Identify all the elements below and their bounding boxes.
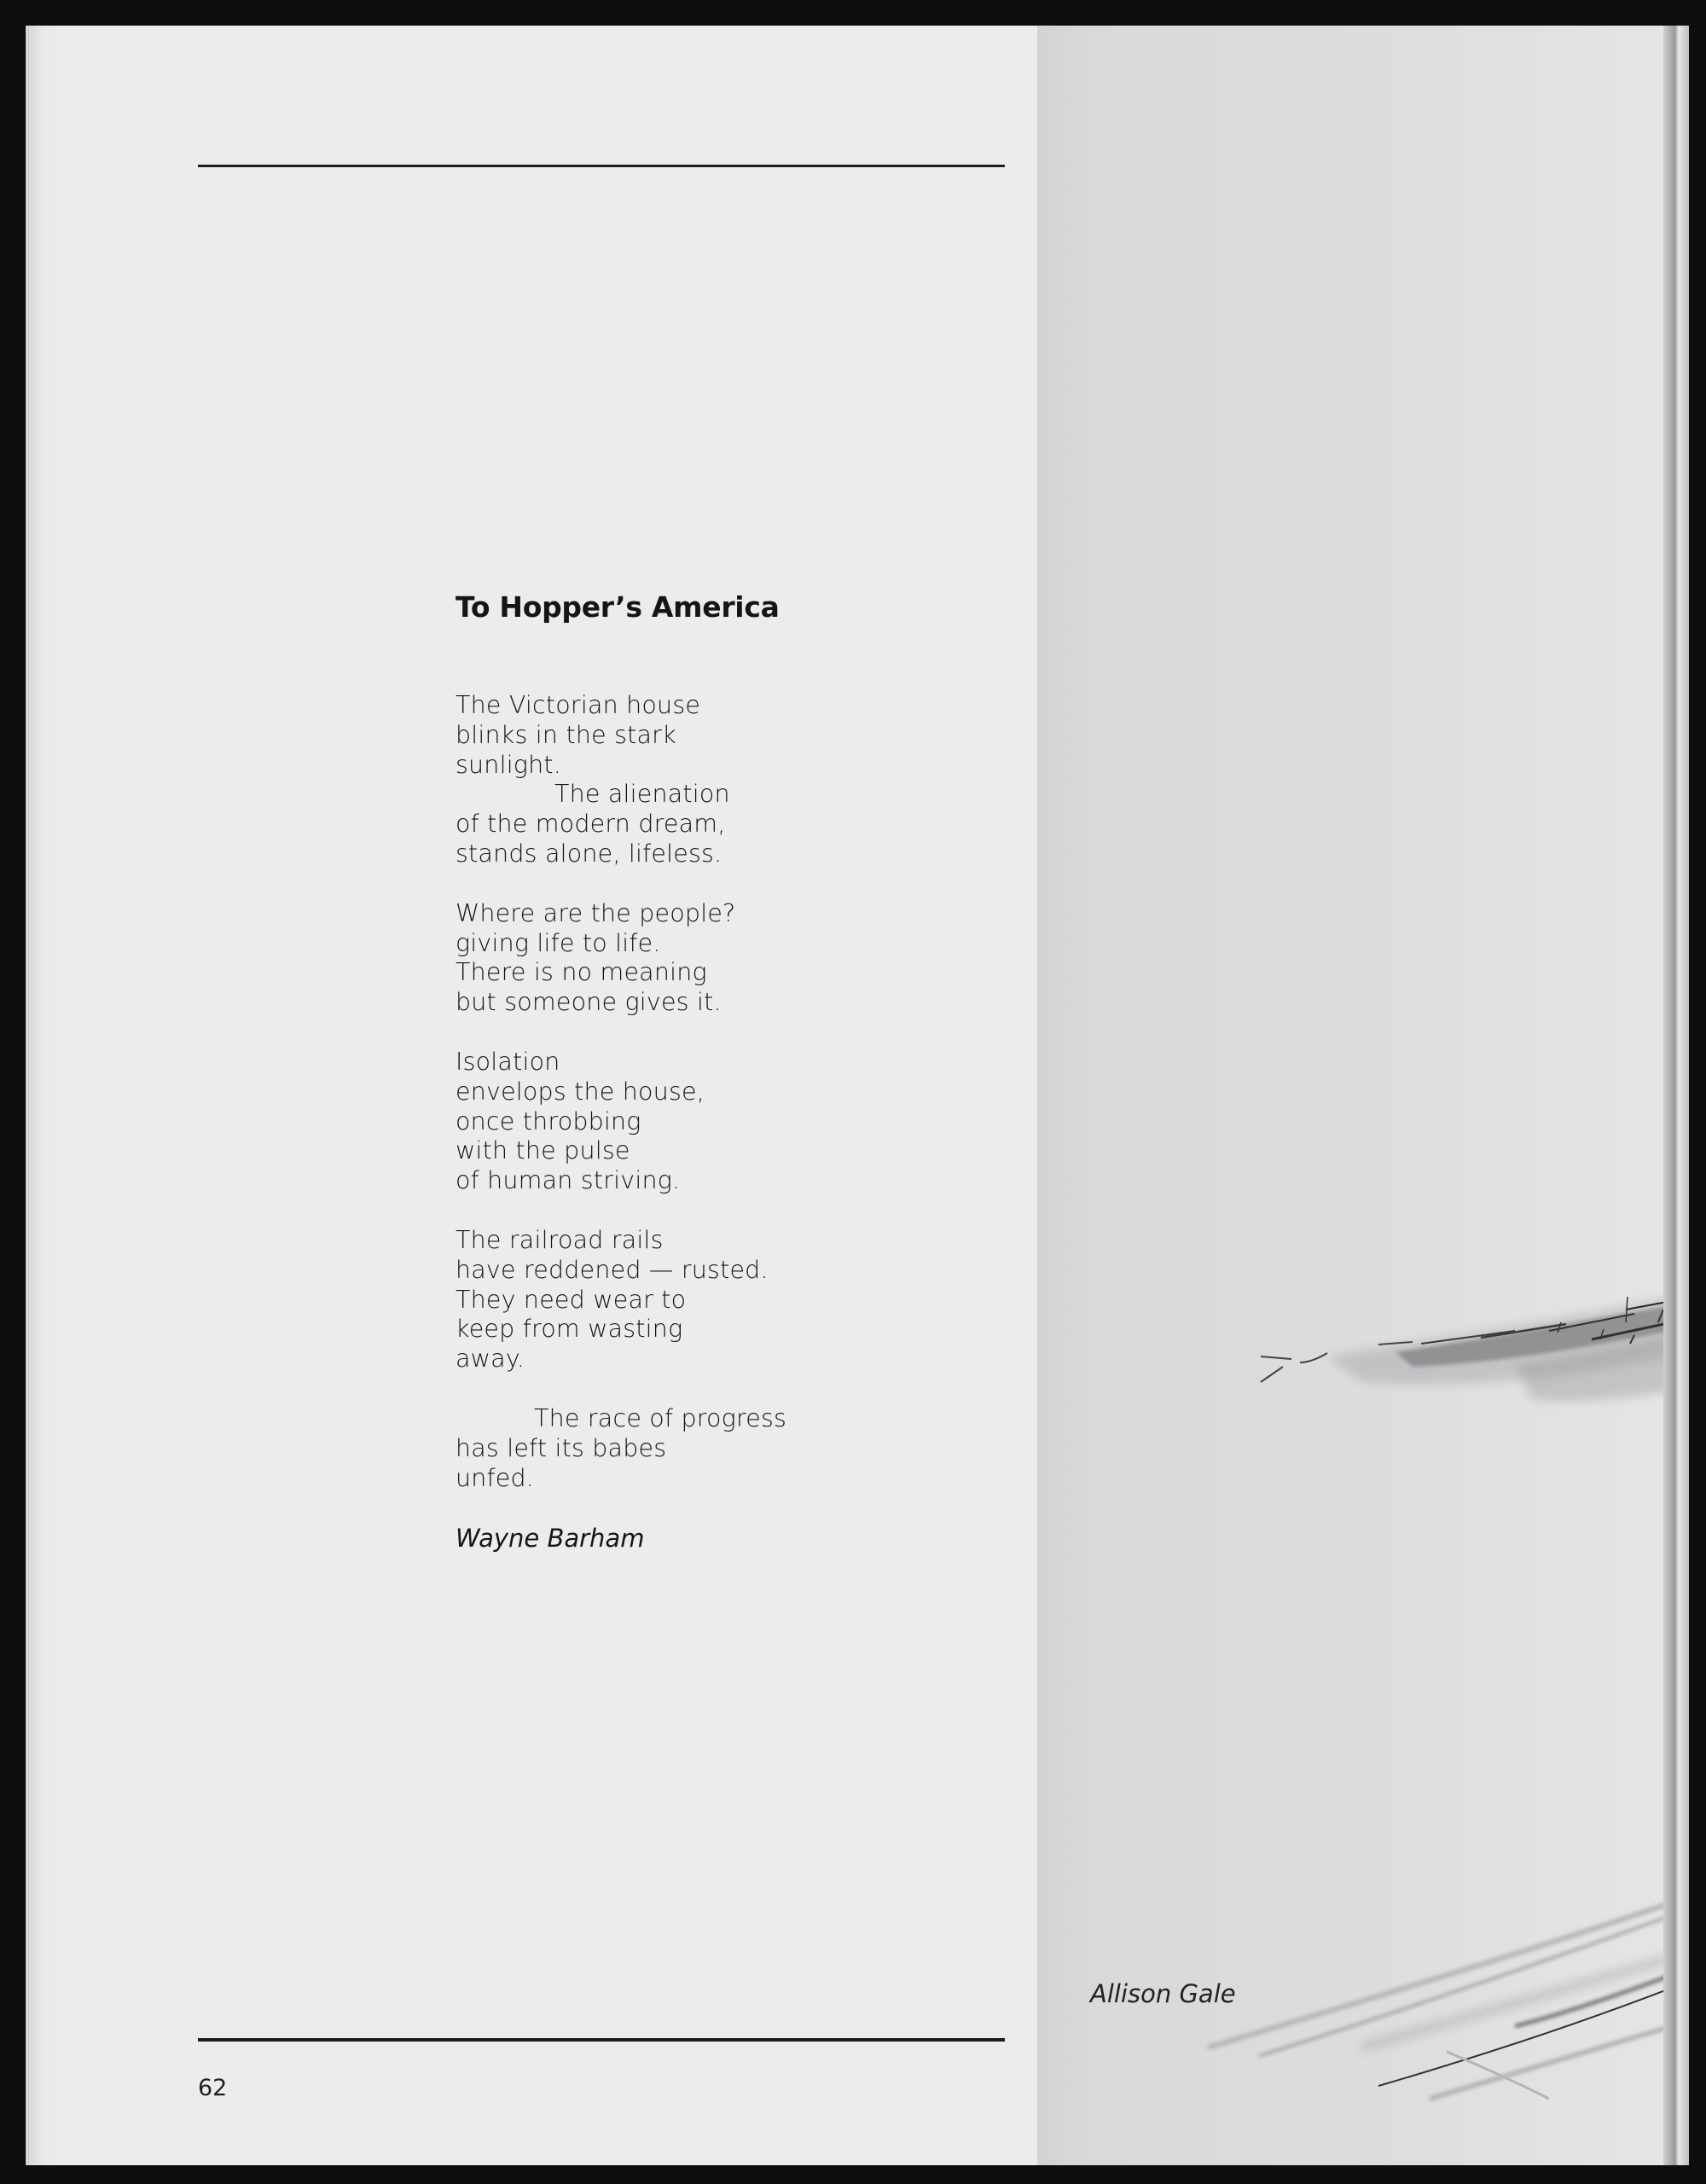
poem-line: has left its babes [456,1433,667,1462]
poem-line: unfed. [456,1463,535,1492]
stanza-3 [456,1048,899,1196]
rail-strokes [1208,1902,1672,2099]
poem-line: of the modern dream, [456,810,726,839]
bottom-rule [198,2038,1005,2042]
poem-line: sunlight. [456,750,562,779]
poem-line: There is no meaning [456,958,707,987]
poem [456,589,899,1554]
stanza-4 [456,1226,899,1374]
poem-title: To Hopper’s America [456,590,780,624]
poem-line: away. [456,1345,525,1374]
charcoal-sketch-icon [1037,26,1672,2165]
poem-line: stands alone, lifeless. [456,839,722,868]
poem-line: envelops the house, [456,1077,705,1106]
poem-line: Where are the people? [456,898,736,927]
stanza-5 [456,1404,899,1493]
poem-line: They need wear to [456,1285,687,1314]
poem-line: of human striving. [456,1166,681,1195]
stanza-1 [456,691,899,869]
poem-line: but someone gives it. [456,988,722,1017]
poem-author: Wayne Barham [456,1524,645,1554]
poem-line: The Victorian house [456,691,701,719]
top-rule [198,165,1005,167]
poem-line: once throbbing [456,1107,641,1136]
stanza-2 [456,899,899,1018]
poem-line: with the pulse [456,1136,630,1165]
poem-line: The race of progress [534,1403,787,1432]
page-number: 62 [198,2075,228,2101]
poem-line: The railroad rails [456,1225,664,1254]
poem-line: have reddened — rusted. [456,1255,769,1284]
poem-line: keep from wasting [456,1315,683,1344]
book-spine [1663,26,1689,2165]
horizon-smudge [1261,1288,1672,1401]
poem-line: giving life to life. [456,928,661,957]
poem-line: Isolation [456,1047,560,1076]
poem-line: blinks in the stark [456,720,676,749]
poem-line: The alienation [554,780,730,809]
artist-credit: Allison Gale [1090,1979,1236,2008]
